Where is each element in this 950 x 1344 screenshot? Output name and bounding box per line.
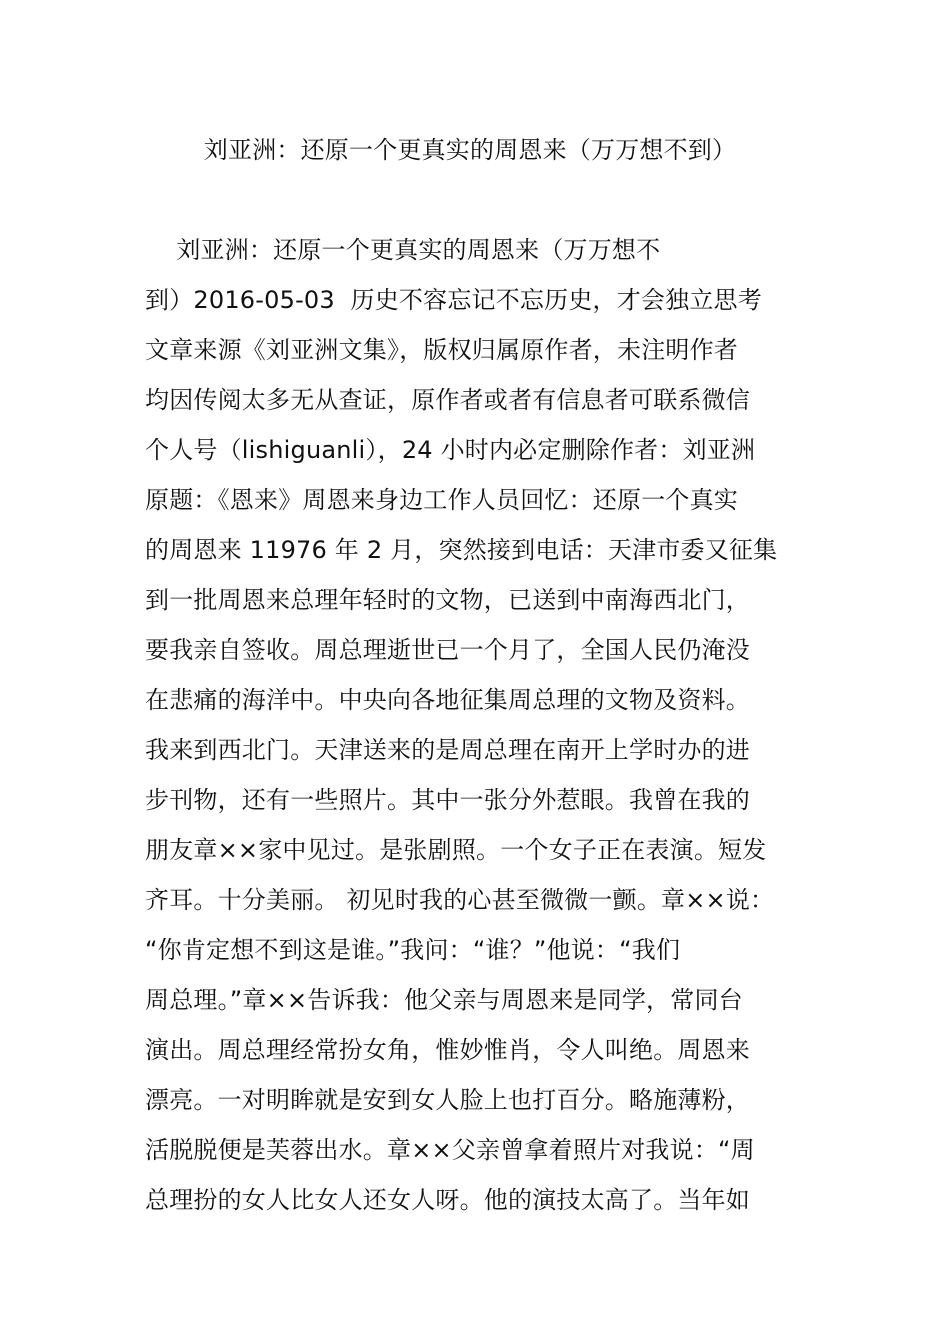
body-line: 朋友章××家中见过。是张剧照。一个女子正在表演。短发 — [145, 836, 767, 864]
body-line: 我来到西北门。天津送来的是周总理在南开上学时办的进 — [145, 736, 750, 764]
document-title: 刘亚洲：还原一个更真实的周恩来（万万想不到） — [203, 136, 737, 164]
body-line: 均因传阅太多无从查证，原作者或者有信息者可联系微信 — [145, 386, 750, 414]
body-line: 漂亮。一对明眸就是安到女人脸上也打百分。略施薄粉， — [145, 1086, 750, 1114]
body-line: “你肯定想不到这是谁。”我问：“谁？”他说：“我们 — [145, 936, 681, 964]
body-line: 的周恩来 11976 年 2 月，突然接到电话：天津市委又征集 — [145, 536, 778, 564]
body-line: 步刊物，还有一些照片。其中一张分外惹眼。我曾在我的 — [145, 786, 750, 814]
body-line: 要我亲自签收。周总理逝世已一个月了，全国人民仍淹没 — [145, 636, 750, 664]
body-line: 刘亚洲：还原一个更真实的周恩来（万万想不 — [145, 236, 661, 264]
body-line: 在悲痛的海洋中。中央向各地征集周总理的文物及资料。 — [145, 686, 750, 714]
body-line: 到一批周恩来总理年轻时的文物，已送到中南海西北门， — [145, 586, 750, 614]
body-line: 周总理。”章××告诉我：他父亲与周恩来是同学，常同台 — [145, 986, 743, 1014]
body-line: 齐耳。十分美丽。 初见时我的心甚至微微一颤。章××说： — [145, 886, 775, 914]
body-line: 文章来源《刘亚洲文集》，版权归属原作者，未注明作者 — [145, 336, 738, 364]
body-line: 原题：《恩来》周恩来身边工作人员回忆：还原一个真实 — [145, 486, 738, 514]
body-line: 总理扮的女人比女人还女人呀。他的演技太高了。当年如 — [145, 1186, 750, 1214]
body-line: 个人号（lishiguanli），24 小时内必定删除作者：刘亚洲 — [145, 436, 756, 464]
document-body — [145, 230, 825, 1230]
body-line: 活脱脱便是芙蓉出水。章××父亲曾拿着照片对我说：“周 — [145, 1136, 755, 1164]
body-line: 到）2016-05-03 历史不容忘记不忘历史，才会独立思考 — [145, 286, 762, 314]
body-line: 演出。周总理经常扮女角，惟妙惟肖，令人叫绝。周恩来 — [145, 1036, 750, 1064]
